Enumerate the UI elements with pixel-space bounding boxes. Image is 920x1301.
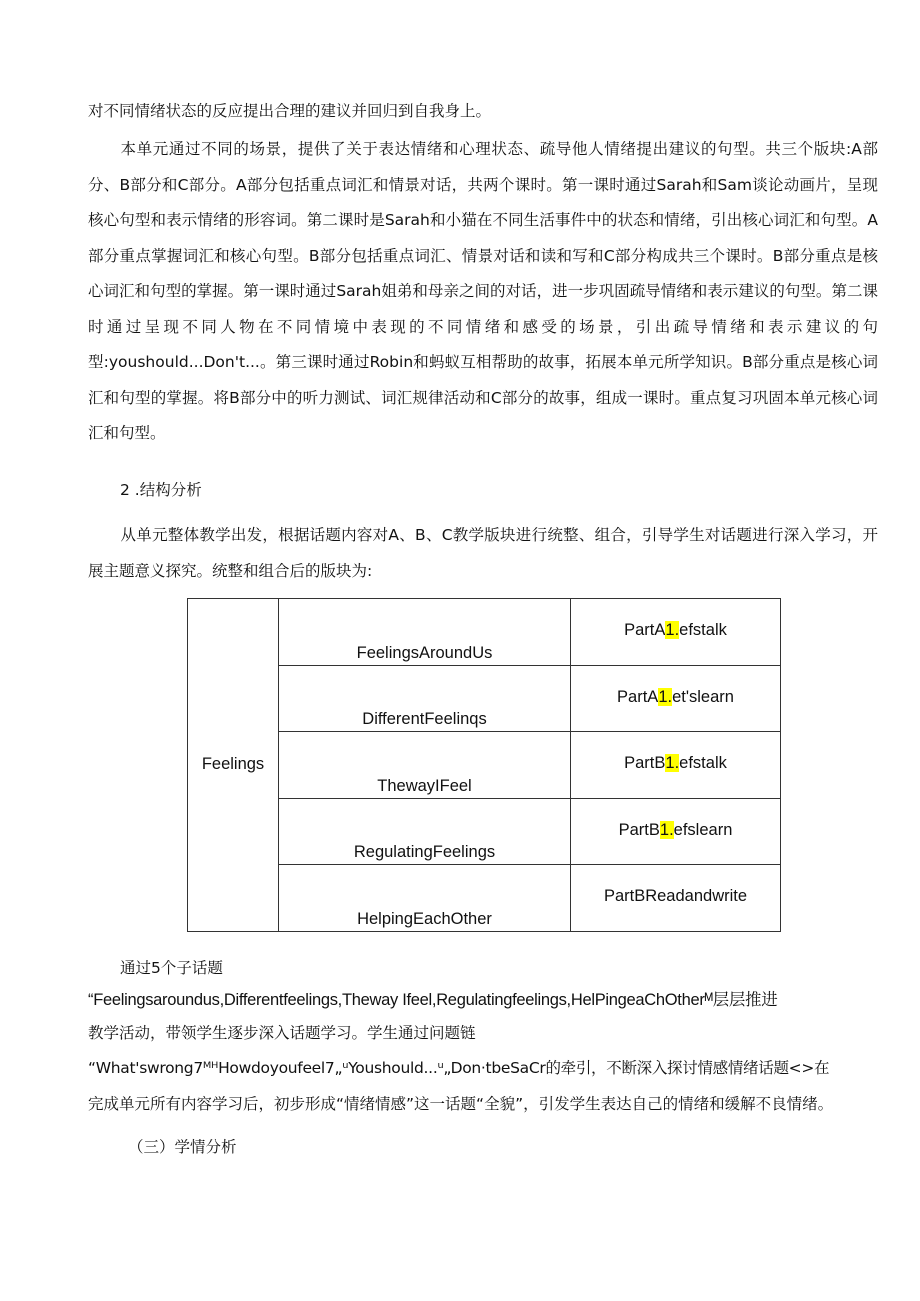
- highlighted-number: 1.: [665, 754, 680, 772]
- subtopic-cell: FeelingsAroundUs: [279, 599, 571, 666]
- paragraph-text: 教学活动，带领学生逐步深入话题学习。学生通过问题链: [88, 1024, 476, 1042]
- lesson-cell: [571, 798, 781, 865]
- paragraph-subtopics-intro: 通过5个子话题: [120, 959, 223, 977]
- lesson-part: PartA: [617, 687, 659, 706]
- lesson-name: efstalk: [679, 754, 727, 772]
- lesson-name: efstalk: [679, 621, 727, 639]
- paragraph-unit-overview: 本单元通过不同的场景，提供了关于表达情绪和心理状态、疏导他人情绪提出建议的句型。共三个版块:A部分、B部分和C部分。A部分包括重点词汇和情景对话，共两个课时。第一课时通过Sarah和Sam谈论动画片，呈现核心句型和表示情绪的形容词。第二课时是Sarah和小猫在不同生活事件中的状态和情绪，引出核心词汇和句型。A部分重点掌握词汇和核心句型。B部分包括重点词汇、情景对话和读和写和C部分构成共三个课时。B部分重点是核心词汇和句型的掌握。第一课时通过Sarah姐弟和母亲之间的对话，进一步巩固疏导情绪和表示建议的句型。第二课时通过呈现不同人物在不同情境中表现的不同情绪和感受的场景，引出疏导情绪和表示建议的句型:youshould...Don't...。第三课时通过Robin和蚂蚁互相帮助的故事，拓展本单元所学知识。B部分重点是核心词汇和句型的掌握。将B部分中的听力测试、词汇规律活动和C部分的故事，组成一课时。重点复习巩固本单元核心词汇和句型。: [88, 140, 878, 442]
- paragraph-continuation: 对不同情绪状态的反应提出合理的建议并回归到自我身上。: [88, 102, 492, 120]
- question-chain: “What'swrong7ᴹᴴHowdoyoufeel7„ᵘYoushould...ᵘ„Don·tbeSaCr的牵引，不断深入探讨情感情绪话题<>在: [88, 1059, 830, 1077]
- highlighted-number: 1.: [665, 621, 680, 639]
- section-heading-learner-analysis: （三）学情分析: [128, 1138, 237, 1156]
- highlighted-number: 1.: [658, 687, 673, 706]
- lesson-part: PartB: [624, 754, 666, 772]
- unit-structure-table: [187, 598, 781, 932]
- lesson-cell: [571, 865, 781, 932]
- topic-cell: Feelings: [188, 599, 279, 932]
- paragraph-text: 完成单元所有内容学习后，初步形成“情绪情感”这一话题“全貌”，引发学生表达自己的情绪和缓解不良情绪。: [88, 1095, 834, 1113]
- subtopics-list: “Feelingsaroundus,Differentfeelings,Theway Ifeel,Regulatingfeelings,HelPingeaChOtherᴹ层层推进: [88, 991, 778, 1009]
- section-heading-structure: 2 .结构分析: [120, 481, 202, 499]
- lesson-part: PartA: [624, 621, 666, 639]
- subtopic-cell: DifferentFeelinqs: [279, 665, 571, 732]
- table-row: [188, 599, 781, 666]
- subtopic-cell: RegulatingFeelings: [279, 798, 571, 865]
- lesson-cell: [571, 599, 781, 666]
- paragraph-structure: 从单元整体教学出发，根据话题内容对A、B、C教学版块进行统整、组合，引导学生对话题进行深入学习，开展主题意义探究。统整和组合后的版块为:: [88, 526, 878, 580]
- subtopic-cell: ThewayIFeel: [279, 732, 571, 799]
- highlighted-number: 1.: [659, 820, 674, 839]
- lesson-part: PartBReadandwrite: [603, 887, 748, 905]
- lesson-cell: [571, 732, 781, 799]
- lesson-name: et'slearn: [672, 687, 734, 706]
- lesson-part: PartB: [618, 820, 660, 839]
- lesson-name: efslearn: [673, 820, 733, 839]
- subtopic-cell: HelpingEachOther: [279, 865, 571, 932]
- lesson-cell: [571, 665, 781, 732]
